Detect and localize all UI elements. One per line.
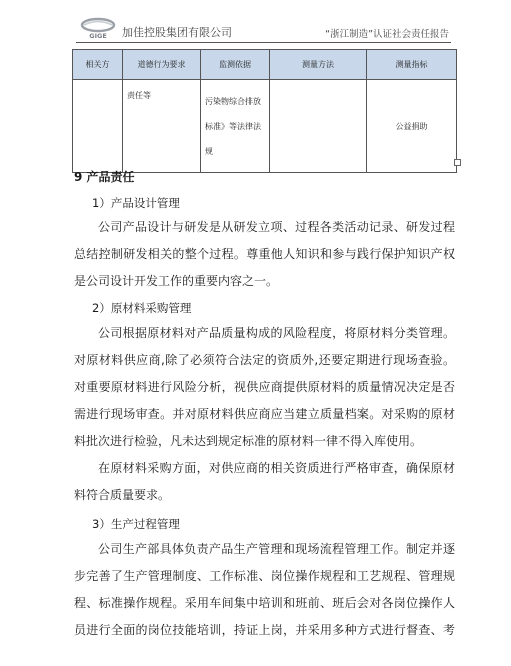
- text-line: 料批次进行检验，凡未达到规定标准的原材料一律不得入库使用。: [74, 434, 423, 448]
- paragraph: [74, 455, 455, 509]
- text-line: 公司产品设计与研发是从研发立项、过程各类活动记录、研发过程: [98, 220, 455, 234]
- text-line: 总结控制研发相关的整个过程。尊重他人知识和参与践行保护知识产权: [74, 247, 455, 261]
- standards-table: [72, 49, 457, 173]
- table-header-cell: 测量方法: [270, 50, 367, 80]
- text-line: 步完善了生产管理制度、工作标准、岗位操作规程和工艺规程、管理规: [74, 569, 455, 583]
- text-line: 对重要原材料进行风险分析，视供应商提供原材料的质量情况决定是否: [74, 380, 455, 394]
- text-line: 是公司设计开发工作的重要内容之一。: [74, 274, 279, 288]
- paragraph: [74, 214, 455, 295]
- text-line: 需进行现场审查。并对原材料供应商应当建立质量档案。对采购的原材: [74, 407, 455, 421]
- text-line: 员进行全面的岗位技能培训，持证上岗，并采用多种方式进行督查、考: [74, 623, 455, 637]
- table-row: [73, 80, 457, 173]
- company-name: 加佳控股集团有限公司: [122, 26, 232, 39]
- logo-text: GIGE: [89, 32, 107, 40]
- section-title: 9 产品责任: [74, 170, 135, 184]
- subsection-title: 1）产品设计管理: [92, 196, 180, 210]
- table-cell-basis: 污染物综合排放标准》等法律法规: [201, 80, 270, 173]
- text-line: 公司根据原材料对产品质量构成的风险程度，将原材料分类管理。: [98, 326, 455, 340]
- report-title: “浙江制造”认证社会责任报告: [325, 29, 449, 40]
- table-header-cell: 测量指标: [367, 50, 457, 80]
- table-cell-indicator: 公益捐助: [367, 80, 457, 173]
- table-resize-handle[interactable]: [454, 159, 461, 166]
- subsection-title: 2）原材料采购管理: [92, 301, 192, 315]
- text-line: 程、标准操作规程。采用车间集中培训和班前、班后会对各岗位操作人: [74, 596, 455, 610]
- table-cell-method: [270, 80, 367, 173]
- table-cell-requirement: 责任等: [123, 80, 201, 173]
- table-header-cell: 道德行为要求: [123, 50, 201, 80]
- company-logo: [78, 16, 118, 40]
- text-line: 公司生产部具体负责产品生产管理和现场流程管理工作。制定并逐: [98, 542, 455, 556]
- text-line: 对原材料供应商,除了必须符合法定的资质外,还要定期进行现场查验。: [74, 353, 455, 367]
- table-header-cell: 监测依据: [201, 50, 270, 80]
- paragraph: [74, 536, 455, 644]
- text-line: 在原材料采购方面，对供应商的相关资质进行严格审查，确保原材: [98, 461, 455, 475]
- page-header: [76, 14, 451, 43]
- table-header-row: [73, 50, 457, 80]
- subsection-title: 3）生产过程管理: [92, 517, 180, 531]
- table-cell-party: [73, 80, 123, 173]
- text-line: 料符合质量要求。: [74, 488, 171, 502]
- table-header-cell: 相关方: [73, 50, 123, 80]
- paragraph: [74, 320, 455, 455]
